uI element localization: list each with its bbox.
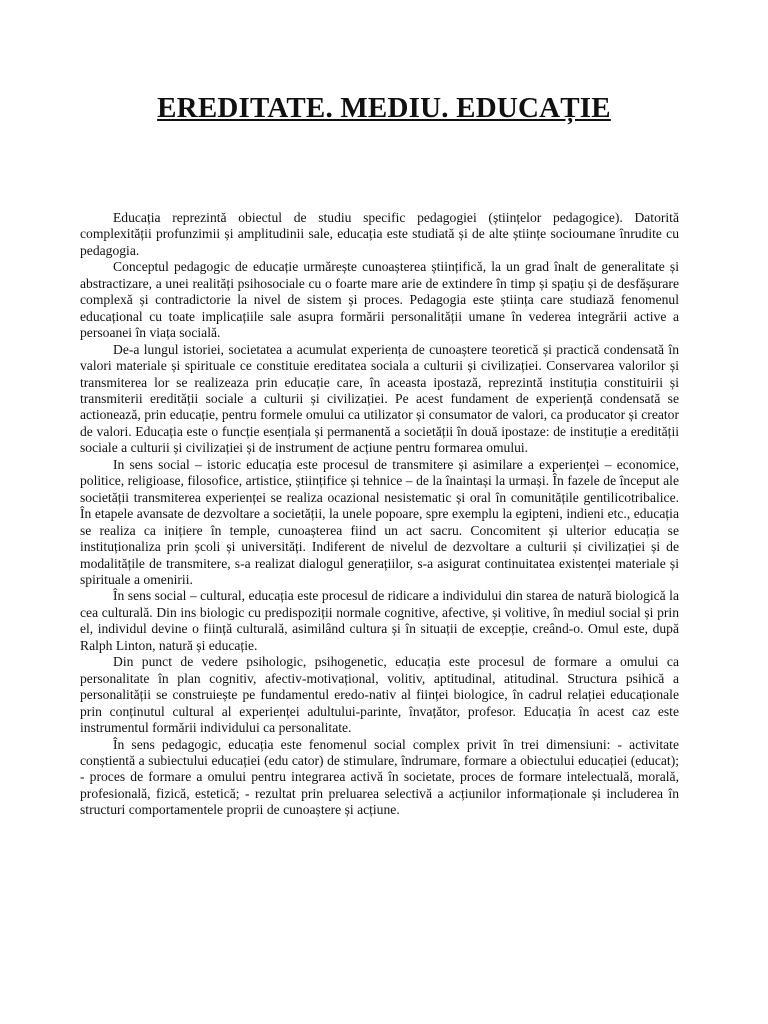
document-body (80, 210, 679, 819)
document-title: EREDITATE. MEDIU. EDUCAȚIE (157, 92, 611, 124)
paragraph-2: Conceptul pedagogic de educație urmărește cunoașterea științifică, la un grad înalt de generalitate și abstractizare, a unei realități psihosociale cu o foarte mare arie de extindere în timp și spațiu și de desfășurare complexă și contradictorie la nivel de sistem și proces. Pedagogia este știința care studiază fenomenul educațional cu toate implicațiile sale asupra formării personalității umane în vederea integrării active a persoanei în viața socială. (80, 259, 679, 341)
paragraph-5: În sens social – cultural, educația este procesul de ridicare a individului din starea de natură biologică la cea culturală. Din ins biologic cu predispoziții normale cognitive, afective, și volitive, în mediul social și prin el, individul devine o ființă culturală, asimilând cultura și în situații de excepție, creând-o. Omul este, după Ralph Linton, natură și educație. (80, 588, 679, 653)
paragraph-4: In sens social – istoric educația este procesul de transmitere și asimilare a experienței – economice, politice, religioase, filosofice, artistice, științifice și tehnice – de la înaintași la urmași. În fazele de început ale societății transmiterea experienței se realiza ocazional nesistematic și oral în comunitățile gentilicotribalice. În etapele avansate de dezvoltare a societății, la unele popoare, spre exemplu la egipteni, indieni etc., educația se realiza ca inițiere în temple, cunoașterea fiind un act sacru. Concomitent și ulterior educația se instituționaliza prin școli și universități. Indiferent de nivelul de dezvoltare a culturii și civilizației și de modalitățile de transmitere, s-a realizat dialogul generațiilor, s-a asigurat continuitatea existenței materiale și spirituale a omenirii. (80, 456, 679, 587)
paragraph-6: Din punct de vedere psihologic, psihogenetic, educația este procesul de formare a omului ca personalitate în plan cognitiv, afectiv-motivațional, volitiv, aptitudinal, atitudinal. Structura psihică a personalității se construiește pe fundamentul eredo-nativ al ființei biologice, în cadrul relației educaționale prin conținutul cultural al experienței adultului-parinte, învațător, profesor. Educația în acest caz este instrumentul formării individului ca personalitate. (80, 654, 679, 736)
paragraph-7: În sens pedagogic, educația este fenomenul social complex privit în trei dimensiuni: - activitate conștientă a subiectului educației (edu cator) de stimulare, îndrumare, formare a obiectului educației (educat); - proces de formare a omului pentru integrarea activă în societate, proces de formare intelectuală, morală, profesională, fizică, estetică; - rezultat prin preluarea selectivă a acțiunilor informaționale și includerea în structuri comportamentele proprii de cunoaștere și acțiune. (80, 736, 679, 818)
paragraph-1: Educația reprezintă obiectul de studiu specific pedagogiei (științelor pedagogice). Datorită complexității profunzimii și amplitudinii sale, educația este studiată și de alte științe socioumane înrudite cu pedagogia. (80, 210, 679, 258)
paragraph-3: De-a lungul istoriei, societatea a acumulat experiența de cunoaștere teoretică și practică condensată în valori materiale și spirituale ce constituie ereditatea sociala a culturii și civilizației. Conservarea valorilor și transmiterea lor se realizeaza prin educație care, în aceasta ipostază, reprezintă instituția constituirii și transmiterii eredității sociale a culturii și civilizației. Pe acest fundament de experiență condensată se actionează, prin educație, pentru formele omului ca utilizator și consumator de valori, ca producator și creator de valori. Educația este o funcție esențiala și permanentă a societății în două ipostaze: de instituție a eredității sociale a culturii și civilizației și de instrument de acțiune pentru formarea omului. (80, 341, 679, 456)
